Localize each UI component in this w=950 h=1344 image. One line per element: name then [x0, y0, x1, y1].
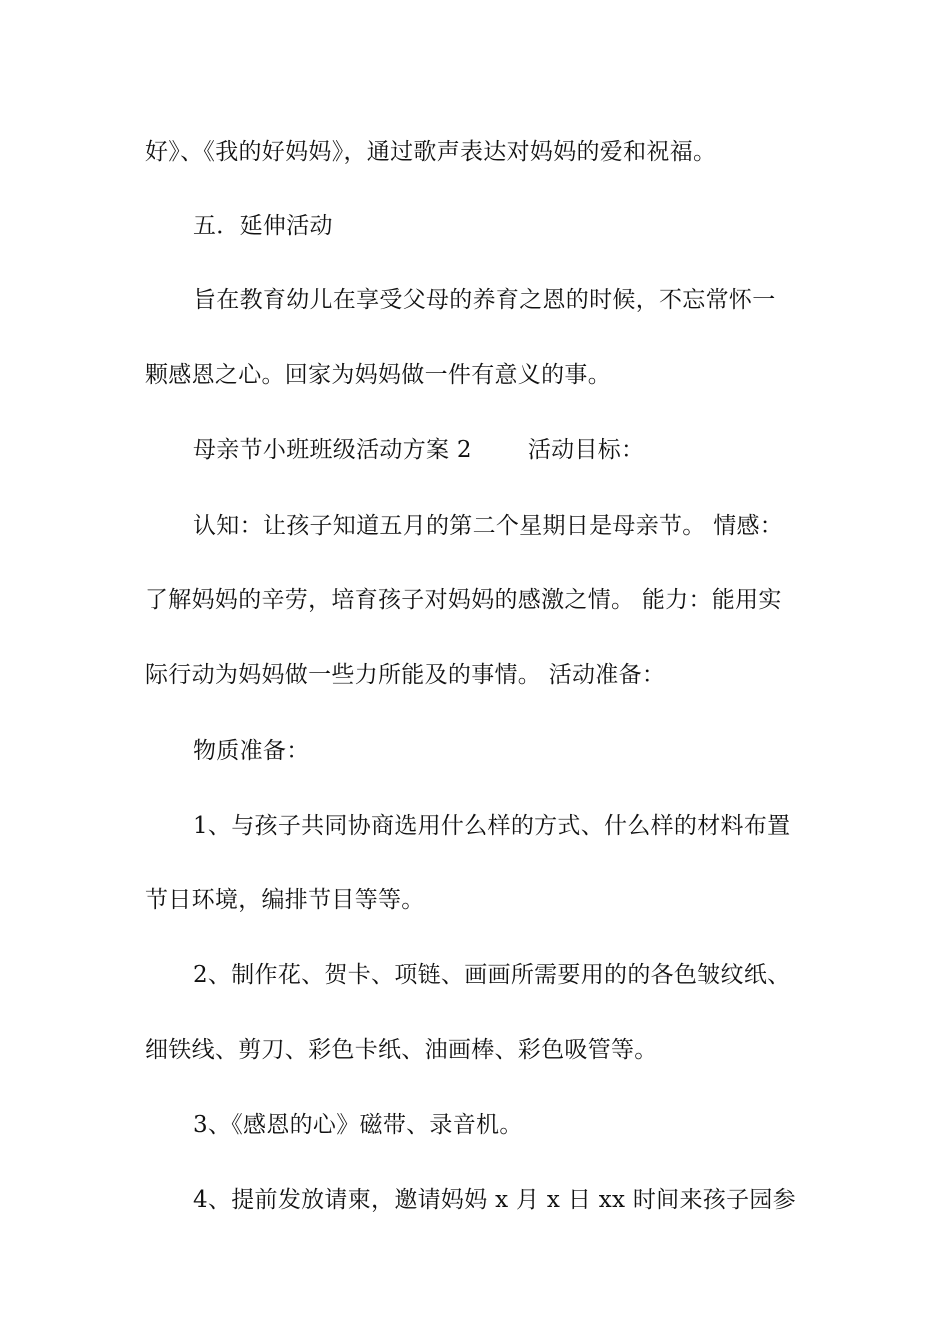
- plan-title: 母亲节小班班级活动方案 2: [193, 437, 472, 463]
- list-item: 2、制作花、贺卡、项链、画画所需要用的的各色皱纹纸、: [193, 962, 791, 988]
- plan-title-line: [193, 435, 644, 465]
- paragraph-line: 旨在教育幼儿在享受父母的养育之恩的时候，不忘常怀一: [193, 287, 776, 313]
- paragraph-line: 细铁线、剪刀、彩色卡纸、油画棒、彩色吸管等。: [145, 1037, 658, 1063]
- paragraph-line: 好》、《我的好妈妈》，通过歌声表达对妈妈的爱和祝福。: [145, 139, 717, 165]
- list-item: 4、提前发放请柬，邀请妈妈 x 月 x 日 xx 时间来孩子园参: [193, 1187, 796, 1213]
- list-item: 3、《感恩的心》磁带、录音机。: [193, 1112, 523, 1138]
- paragraph-line: 颗感恩之心。回家为妈妈做一件有意义的事。: [145, 362, 611, 388]
- paragraph-line: 节日环境，编排节目等等。: [145, 887, 425, 913]
- paragraph-line: 了解妈妈的辛劳，培育孩子对妈妈的感激之情。 能力：能用实: [145, 587, 782, 613]
- list-item: 1、与孩子共同协商选用什么样的方式、什么样的材料布置: [193, 813, 791, 839]
- paragraph-line: 认知：让孩子知道五月的第二个星期日是母亲节。 情感：: [193, 513, 784, 539]
- activity-goal-label: 活动目标：: [527, 437, 645, 463]
- paragraph-line: 际行动为妈妈做一些力所能及的事情。 活动准备：: [145, 662, 666, 688]
- section-heading: 五．延伸活动: [193, 213, 333, 239]
- section-heading: 物质准备：: [193, 738, 310, 764]
